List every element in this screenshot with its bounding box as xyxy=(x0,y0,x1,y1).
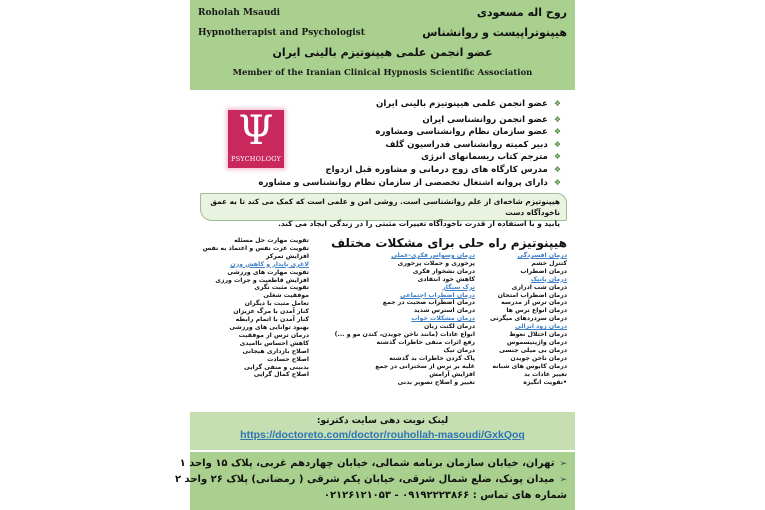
condition-item: بدبینی و منفی گرایی xyxy=(243,363,309,371)
header-banner xyxy=(190,0,575,90)
conditions-column-middle xyxy=(335,252,475,386)
bullet-diamond-icon: ❖ xyxy=(553,127,561,137)
condition-item: درمان سردردهای میگرنی xyxy=(490,315,567,323)
condition-category-heading: درمان اضطراب اجتماعی xyxy=(400,291,475,299)
condition-item: درمان اضطراب صحبت در جمع xyxy=(382,299,475,307)
credential-item: ❖عضو انجمن روانشناسی ایران xyxy=(422,114,561,125)
bullet-diamond-icon: ❖ xyxy=(553,114,561,124)
condition-item: کنار آمدن با اتمام رابطه xyxy=(235,316,309,324)
condition-item: پاک کردن خاطرات بد گذشته xyxy=(389,354,475,362)
condition-item: درمان لکنت زبان xyxy=(424,323,475,331)
arrow-bullet-icon: ➢ xyxy=(559,475,567,485)
title-row xyxy=(198,26,567,39)
bullet-diamond-icon: ❖ xyxy=(553,152,561,162)
bullet-diamond-icon: ❖ xyxy=(553,164,561,174)
contact-section xyxy=(174,452,575,510)
condition-item: درمان انواع ترس ها xyxy=(506,307,567,315)
credential-item: ❖عضو سازمان نظام روانشناسی ومشاوره xyxy=(375,127,561,138)
condition-item: کاهش خود انتقادی xyxy=(417,275,475,283)
section-title: هیپنوتیزم راه حلی برای مشکلات مختلف xyxy=(331,236,567,250)
membership-english: Member of the Iranian Clinical Hypnosis Scientific Association xyxy=(232,68,533,78)
booking-link[interactable]: https://doctoreto.com/doctor/rouhollah-masoudi/GxkQoq xyxy=(240,429,525,441)
bullet-diamond-icon: ❖ xyxy=(553,177,561,187)
condition-item: درمان نشخوار فکری xyxy=(412,267,475,275)
condition-item: •تقویت انگیزه xyxy=(523,378,567,386)
condition-item: بهبود توانایی های ورزشی xyxy=(229,323,309,331)
condition-item: اصلاح کمال گرایی xyxy=(253,371,309,379)
condition-category-heading: لاغری پایدار و کاهش وزن xyxy=(230,260,309,268)
psi-icon: Ψ xyxy=(238,108,274,154)
phone-numbers: شماره های تماس : ۰۹۱۹۲۲۲۳۸۶۶ - ۰۲۱۲۶۱۲۱۰۵۳ xyxy=(323,490,567,501)
credential-item: ❖عضو انجمن علمی هیپنوتیزم بالینی ایران xyxy=(376,99,561,109)
condition-item: افزایش تمرکز xyxy=(265,252,309,260)
condition-item: درمان شب ادراری xyxy=(511,283,567,291)
title-english: Hypnotherapist and Psychologist xyxy=(198,27,365,38)
condition-item: تقویت مهارت حل مسئله xyxy=(234,237,309,244)
membership-persian: عضو انجمن علمی هیپنوتیزم بالینی ایران xyxy=(272,46,493,59)
condition-category-heading: ترک سیگار xyxy=(442,283,475,291)
condition-item: پرخوری و حملات پرخوری xyxy=(397,259,475,267)
condition-item: رفع اثرات منفی خاطرات گذشته xyxy=(376,338,475,346)
hypnosis-definition-callout xyxy=(200,193,567,228)
condition-item: درمان ناخن جویدن xyxy=(510,354,567,362)
condition-item: تعامل مثبت با دیگران xyxy=(244,300,309,308)
arrow-bullet-icon: ➢ xyxy=(559,459,567,469)
condition-item: درمان بی میلی جنسی xyxy=(499,346,567,354)
title-persian: هیپنوتراپیست و روانشناس xyxy=(422,26,567,39)
condition-item: موفقیت شغلی xyxy=(263,292,309,300)
condition-item: درمان کابوس های شبانه xyxy=(492,362,567,370)
condition-category-heading: درمان افسردگی xyxy=(517,252,567,259)
condition-item: تقویت عزت نفس و اعتماد به نفس xyxy=(202,244,309,252)
condition-item: تقویت مثبت نگری xyxy=(254,284,309,292)
credential-item: ❖مترجم کتاب ریسمانهای انرژی xyxy=(421,152,561,163)
credential-item: ❖دارای پروانه اشتغال تخصصی از سازمان نظام روانشناسی و مشاوره xyxy=(258,177,561,188)
callout-line-2: یابید و با استفاده از قدرت ناخودآگاه تغییرات مثبتی را در زندگی ایجاد می کند. xyxy=(278,219,560,228)
condition-category-heading: درمان زود انزالی xyxy=(514,323,567,331)
address-line-2: ➢میدان پونک، ضلع شمال شرقی، خیابان یکم شرقی ( رمضانی) پلاک ۲۶ واحد ۲ xyxy=(174,474,567,485)
logo-label: PSYCHOLOGY xyxy=(231,155,281,163)
name-english: Roholah Msaudi xyxy=(198,7,281,18)
membership-english-row xyxy=(198,68,567,78)
condition-item: درمان ترس از مدرسه xyxy=(501,299,567,307)
name-row xyxy=(198,6,567,19)
conditions-column-right xyxy=(490,252,567,386)
condition-item: کنار آمدن با مرگ عزیزان xyxy=(233,308,309,316)
condition-item: اصلاح حسادت xyxy=(267,355,309,363)
condition-item: افزایش قاطعیت و جرات ورزی xyxy=(215,276,309,284)
condition-item: تغییر و اصلاح تصویر بدنی xyxy=(397,378,475,386)
condition-item: تقویت مهارت های ورزشی xyxy=(227,268,309,276)
membership-persian-row xyxy=(198,46,567,59)
credential-item: ❖مدرس کارگاه های زوج درمانی و مشاوره قبل ازدواج xyxy=(325,164,561,175)
conditions-column-left xyxy=(203,237,309,379)
condition-item: غلبه بر ترس از سخنرانی در جمع xyxy=(375,362,475,370)
condition-item: درمان استرس شدید xyxy=(413,307,475,315)
condition-item: درمان ترس از موفقیت xyxy=(238,331,309,339)
address-line-1: ➢تهران، خیابان سازمان برنامه شمالی، خیابان چهاردهم غربی، پلاک ۱۵ واحد ۱ xyxy=(179,458,567,469)
callout-line-1: هیپنوتیزم شاخه‌ای از علم روانشناسی است. روشی امن و علمی است که کمک می کند تا به عمق ناخودآگاه دست xyxy=(210,197,560,217)
bullet-diamond-icon: ❖ xyxy=(553,99,561,108)
condition-item: درمان اضطراب امتحان xyxy=(497,291,567,299)
condition-item: درمان اضطراب xyxy=(520,267,567,275)
condition-item: درمان اختلال نعوظ xyxy=(509,331,567,339)
flyer xyxy=(174,0,575,510)
condition-item: اصلاح بازداری هیجانی xyxy=(242,347,309,355)
condition-category-heading: درمان پانیک xyxy=(530,275,567,283)
bullet-diamond-icon: ❖ xyxy=(553,139,561,149)
condition-category-heading: درمان وسواس فکری-عملی xyxy=(391,252,475,259)
name-persian: روح اله مسعودی xyxy=(476,6,567,19)
credentials-list xyxy=(258,98,561,189)
condition-item: درمان تیک xyxy=(443,346,475,354)
booking-title: لینک نوبت دهی سایت دکترتو: xyxy=(316,416,449,426)
condition-item: تغییر عادات بد xyxy=(524,370,567,378)
condition-item: افزایش آرامش xyxy=(429,370,475,378)
booking-section xyxy=(190,412,575,450)
condition-category-heading: درمان مشکلات خواب xyxy=(411,315,475,323)
condition-item: کاهش احساس ناامیدی xyxy=(239,339,309,347)
condition-item: درمان واژینیسموس xyxy=(506,338,567,346)
condition-item: کنترل خشم xyxy=(531,259,567,267)
credential-item: ❖دبیر کمیته روانشناسی فدراسیون گلف xyxy=(385,139,561,150)
condition-item: انواع عادات (مانند ناخن جویدن، کندن مو و ...) xyxy=(334,331,475,339)
